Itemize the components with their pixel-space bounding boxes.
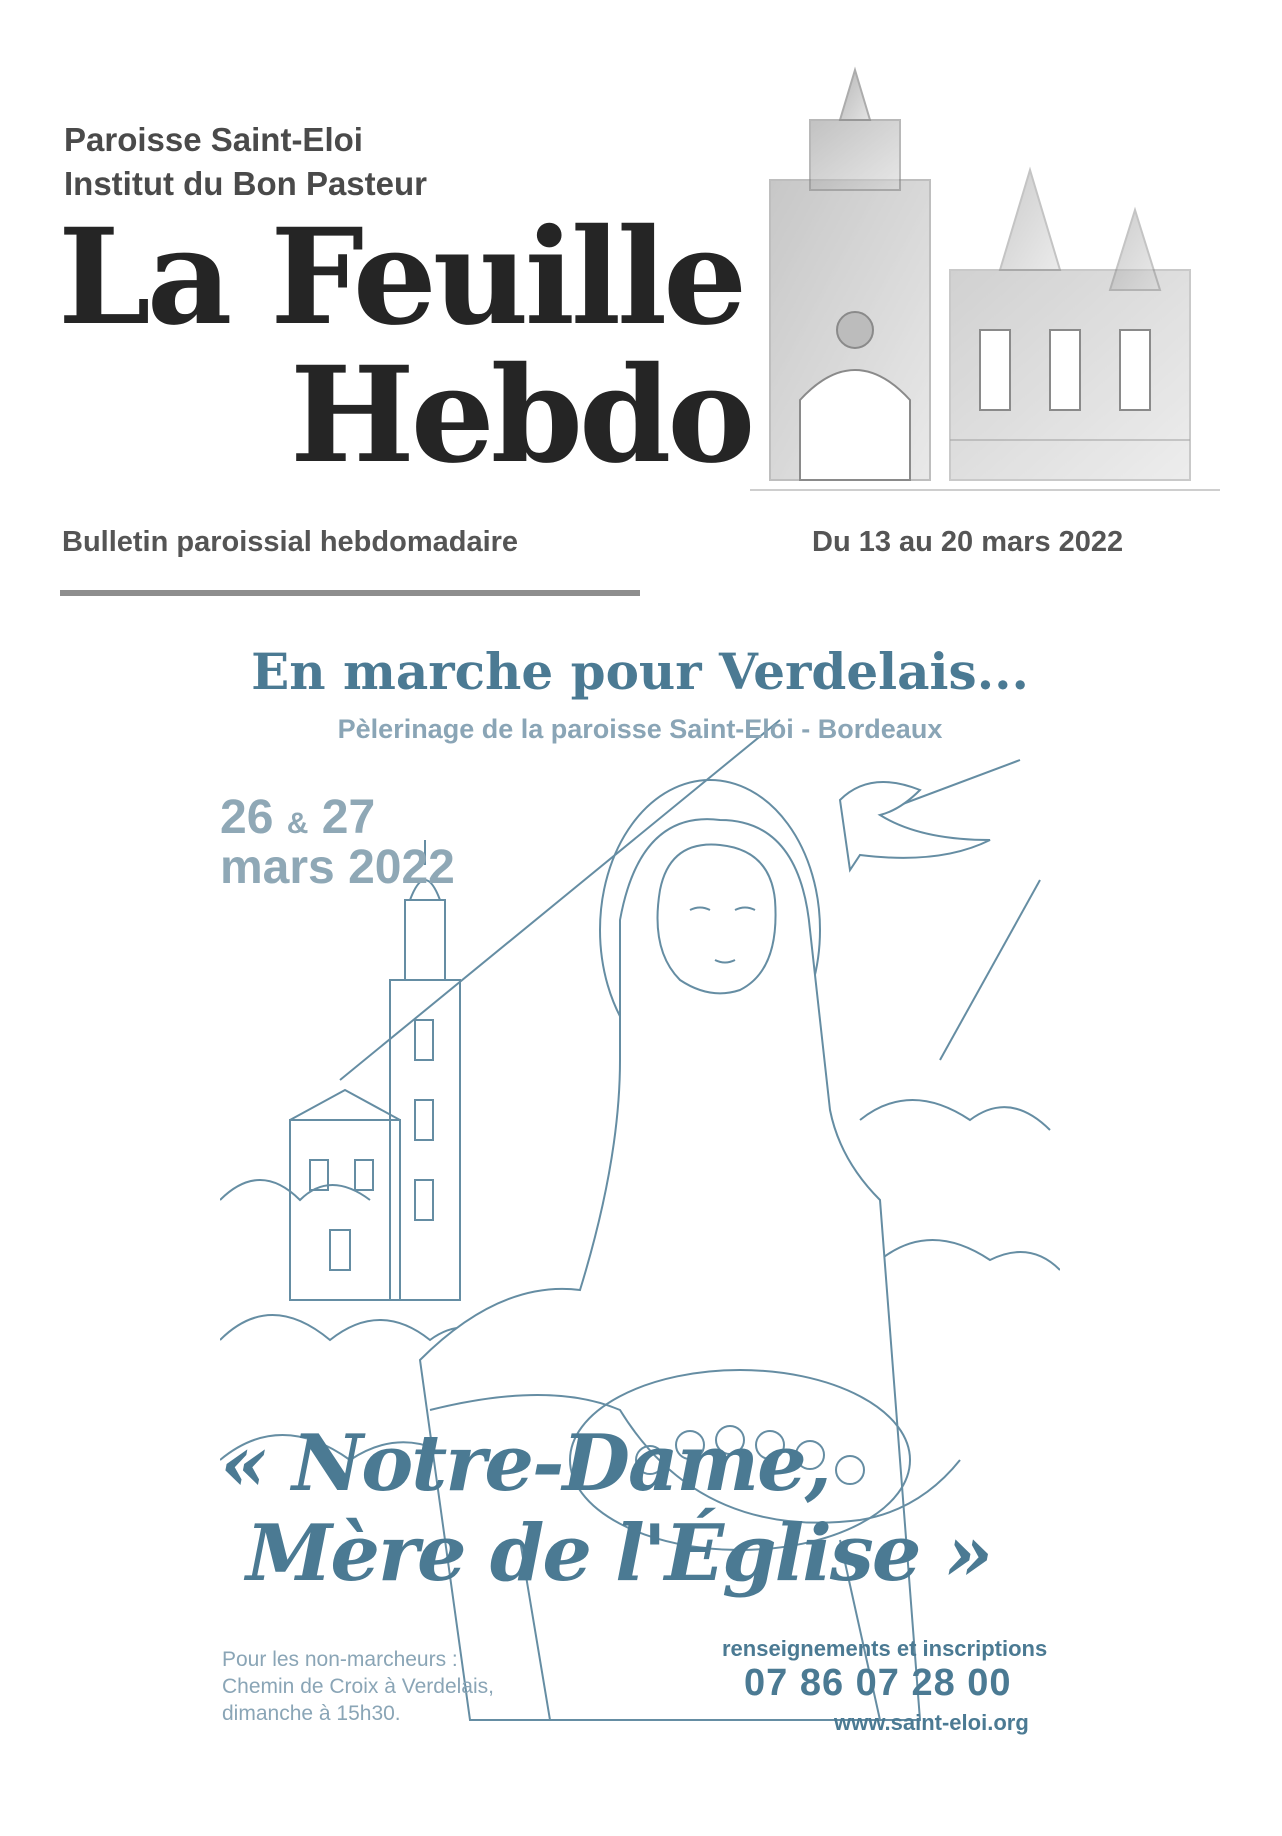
bulletin-subtitle: Bulletin paroissial hebdomadaire: [62, 526, 519, 558]
poster-quote-line-2: Mère de l'Église »: [246, 1508, 992, 1599]
non-walkers-note-line-1: Pour les non-marcheurs :: [222, 1648, 458, 1671]
pilgrimage-day-1: 26: [220, 791, 274, 844]
pilgrimage-day-ampersand: &: [286, 807, 309, 840]
poster-quote-line-1: « Notre-Dame,: [220, 1418, 830, 1509]
website-link[interactable]: www.saint-eloi.org: [834, 1710, 1029, 1735]
pilgrimage-day-2: 27: [321, 791, 376, 844]
pilgrimage-days: [220, 790, 375, 845]
church-illustration: [750, 60, 1220, 520]
non-walkers-note-line-3: dimanche à 15h30.: [222, 1702, 401, 1725]
header-divider: [60, 590, 640, 596]
contact-phone: 07 86 07 28 00: [744, 1662, 1012, 1704]
issue-date-range: Du 13 au 20 mars 2022: [812, 526, 1124, 558]
title-line-1: La Feuille: [58, 200, 744, 355]
parish-line-2: Institut du Bon Pasteur: [64, 165, 427, 202]
non-walkers-note-line-2: Chemin de Croix à Verdelais,: [222, 1675, 494, 1698]
info-label: renseignements et inscriptions: [722, 1636, 1048, 1661]
title-line-2: Hebdo: [290, 338, 752, 493]
parish-line-1: Paroisse Saint-Eloi: [64, 121, 363, 158]
pilgrimage-month: mars 2022: [220, 841, 455, 894]
poster-subheading: Pèlerinage de la paroisse Saint-Eloi - Bordeaux: [337, 714, 943, 744]
poster-heading: En marche pour Verdelais...: [251, 642, 1029, 701]
parish-name: [64, 118, 427, 206]
